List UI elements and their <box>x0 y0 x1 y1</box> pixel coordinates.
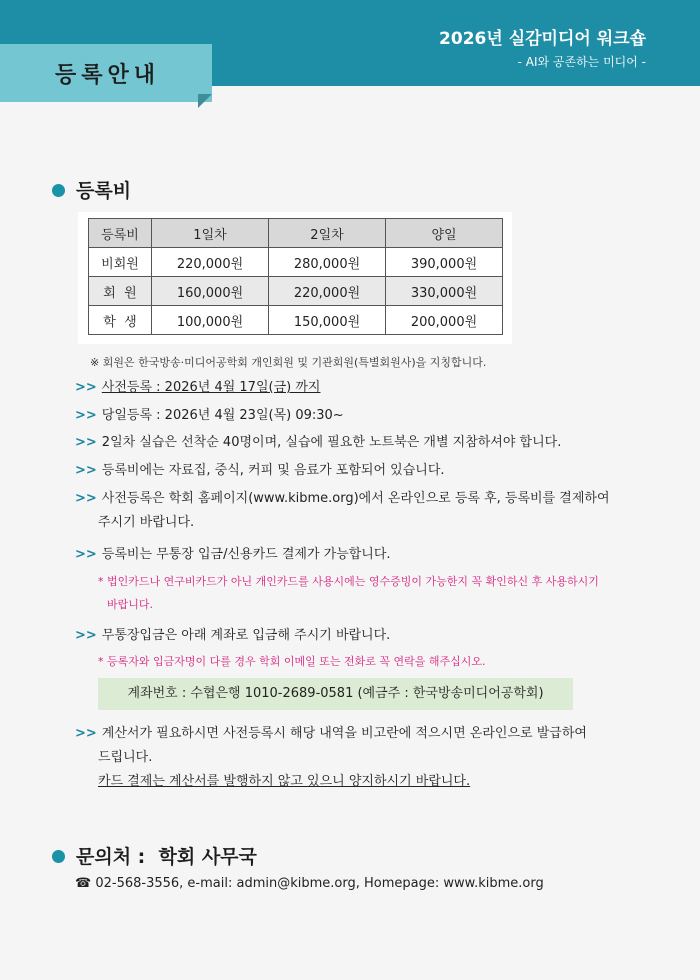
table-cell: 160,000원 <box>152 277 269 306</box>
info-item <box>75 543 665 567</box>
contact-info: 02-568-3556, e-mail: admin@kibme.org, Homepage: www.kibme.org <box>95 876 544 891</box>
onsite-registration: 당일등록 : 2026년 4월 23일(목) 09:30~ <box>101 408 344 423</box>
table-row <box>89 248 503 277</box>
arrow-marker-icon: >> <box>75 380 97 395</box>
section-bullet-icon <box>52 184 65 197</box>
arrow-marker-icon: >> <box>75 628 97 643</box>
table-header-cell: 2일차 <box>269 219 386 248</box>
table-header-cell: 등록비 <box>89 219 152 248</box>
info-item <box>75 722 665 794</box>
fees-heading: 등록비 <box>76 180 132 202</box>
contact-heading: 문의처 : 학회 사무국 <box>76 846 257 868</box>
event-title: 2026년 실감미디어 워크숍 <box>439 29 646 49</box>
table-row <box>89 306 503 335</box>
bank-transfer: 무통장입금은 아래 계좌로 입금해 주시기 바랍니다. <box>101 628 391 643</box>
table-row-label: 학 생 <box>89 306 152 335</box>
table-cell: 100,000원 <box>152 306 269 335</box>
fee-table <box>88 218 503 335</box>
card-note-line1: * 법인카드나 연구비카드가 아닌 개인카드를 사용시에는 영수증빙이 가능한지 꼭 확인하신 후 사용하시기 <box>98 575 599 588</box>
arrow-marker-icon: >> <box>75 435 97 450</box>
table-cell: 200,000원 <box>386 306 503 335</box>
phone-icon: ☎ <box>75 876 92 891</box>
transfer-note: * 등록자와 입금자명이 다를 경우 학회 이메일 또는 전화로 꼭 연락을 해주십시오. <box>98 655 486 668</box>
table-row <box>89 277 503 306</box>
info-item <box>75 487 665 535</box>
contact-details <box>75 876 544 891</box>
table-cell: 150,000원 <box>269 306 386 335</box>
table-cell: 280,000원 <box>269 248 386 277</box>
arrow-marker-icon: >> <box>75 726 97 741</box>
membership-note: ※ 회원은 한국방송·미디어공학회 개인회원 및 기관회원(특별회원사)을 지칭합니다. <box>90 356 487 369</box>
payment-methods: 등록비는 무통장 입금/신용카드 결제가 가능합니다. <box>101 547 391 562</box>
invoice-line1: 계산서가 필요하시면 사전등록시 해당 내역을 비고란에 적으시면 온라인으로 발급하여 <box>101 726 587 741</box>
arrow-marker-icon: >> <box>75 491 97 506</box>
account-number-box: 계좌번호 : 수협은행 1010-2689-0581 (예금주 : 한국방송미디어공학회) <box>98 678 573 710</box>
online-registration-line1: 사전등록은 학회 홈페이지(www.kibme.org)에서 온라인으로 등록 후, 등록비를 결제하여 <box>101 491 610 506</box>
info-item <box>75 459 665 483</box>
table-header-cell: 1일차 <box>152 219 269 248</box>
section-bullet-icon <box>52 850 65 863</box>
invoice-line2: 드립니다. <box>98 750 153 765</box>
arrow-marker-icon: >> <box>75 547 97 562</box>
online-registration-line2: 주시기 바랍니다. <box>98 515 195 530</box>
invoice-card-note: 카드 결제는 계산서를 발행하지 않고 있으니 양지하시기 바랍니다. <box>98 774 471 789</box>
table-header-cell: 양일 <box>386 219 503 248</box>
fee-includes: 등록비에는 자료집, 중식, 커피 및 음료가 포함되어 있습니다. <box>101 463 445 478</box>
info-item <box>75 431 665 455</box>
tab-fold <box>198 94 212 108</box>
arrow-marker-icon: >> <box>75 408 97 423</box>
day2-lab-note: 2일차 실습은 선착순 40명이며, 실습에 필요한 노트북은 개별 지참하셔야 합니다. <box>101 435 562 450</box>
table-row-label: 회 원 <box>89 277 152 306</box>
info-item <box>75 376 665 400</box>
event-subtitle: - AI와 공존하는 미디어 - <box>517 55 646 69</box>
info-item <box>75 624 665 648</box>
table-row-label: 비회원 <box>89 248 152 277</box>
table-cell: 220,000원 <box>269 277 386 306</box>
table-cell: 220,000원 <box>152 248 269 277</box>
card-note-line2: 바랍니다. <box>107 598 154 611</box>
fee-table-container <box>78 212 512 344</box>
pre-registration-deadline: 사전등록 : 2026년 4월 17일(금) 까지 <box>101 380 321 395</box>
table-cell: 330,000원 <box>386 277 503 306</box>
table-header-row <box>89 219 503 248</box>
table-cell: 390,000원 <box>386 248 503 277</box>
info-item <box>75 404 665 428</box>
arrow-marker-icon: >> <box>75 463 97 478</box>
page-title: 등록안내 <box>55 63 161 88</box>
